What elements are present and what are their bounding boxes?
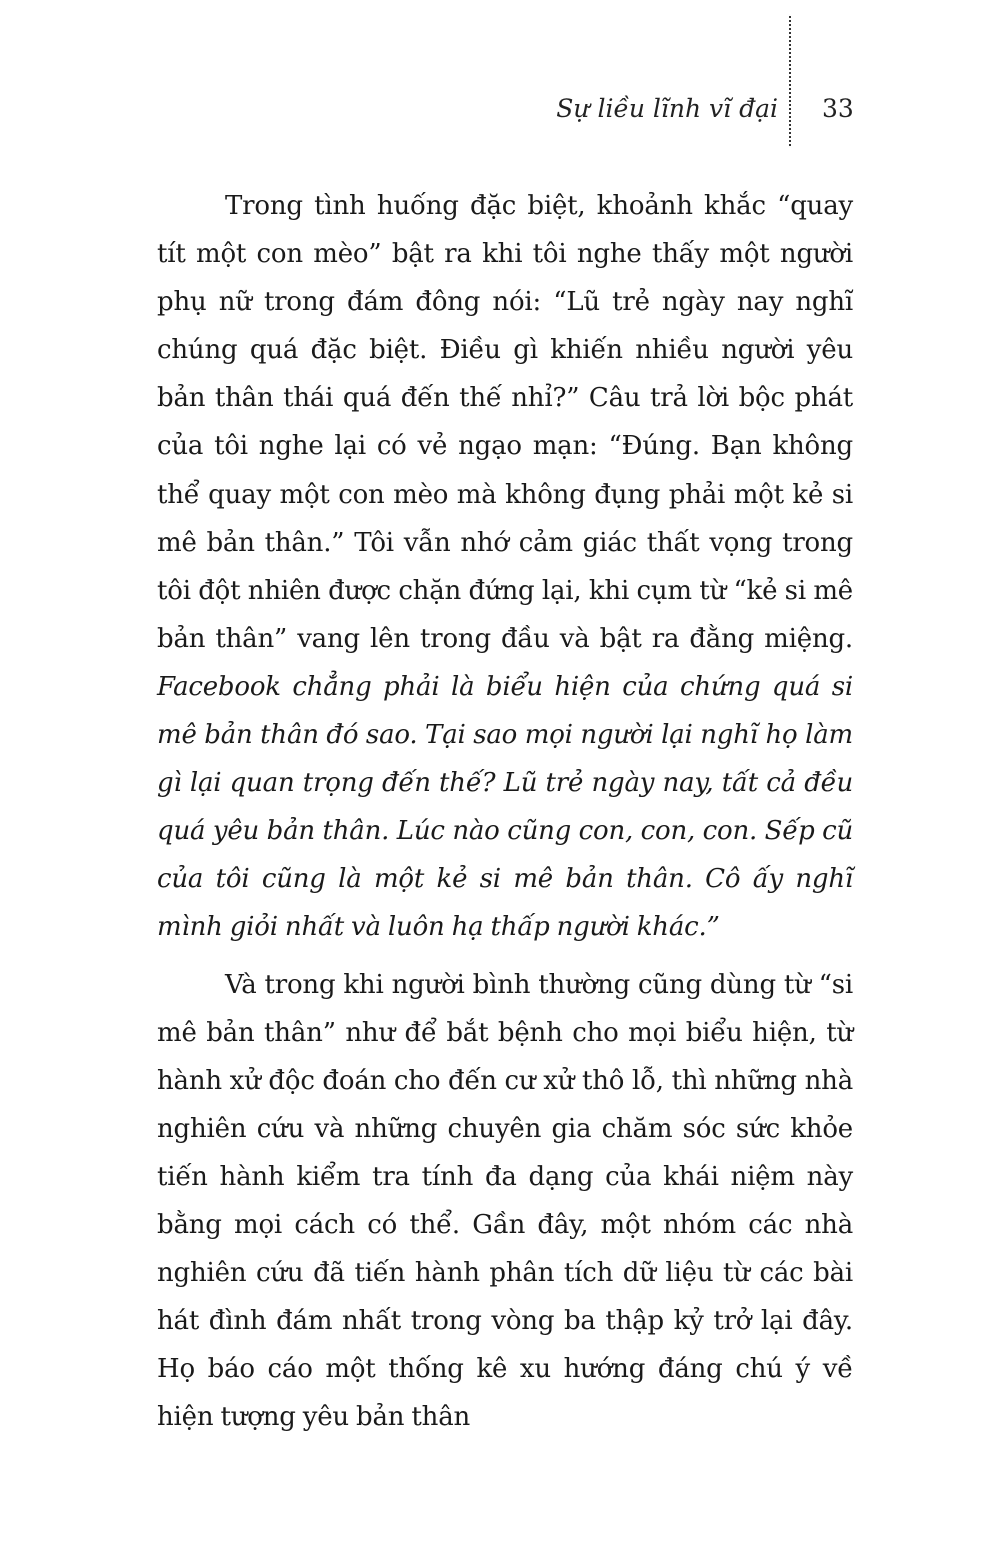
paragraph-2 [157,961,853,1442]
paragraph-1-text: Trong tình huống đặc biệt, khoảnh khắc “quay tít một con mèo” bật ra khi tôi nghe thấy một người phụ nữ trong đám đông nói: “Lũ trẻ ngày nay nghĩ chúng quá đặc biệt. Điều gì khiến nhiều người yêu bản thân thái quá đến thế nhỉ?” Câu trả lời bộc phát của tôi nghe lại có vẻ ngạo mạn: “Đúng. Bạn không thể quay một con mèo mà không đụng phải một kẻ si mê bản thân.” Tôi vẫn nhớ cảm giác thất vọng trong tôi đột nhiên được chặn đứng lại, khi cụm từ “kẻ si mê bản thân” vang lên trong đầu và bật ra đằng miệng. [157,191,853,654]
page-header [0,84,1000,134]
paragraph-2-text: Và trong khi người bình thường cũng dùng từ “si mê bản thân” như để bắt bệnh cho mọi biểu hiện, từ hành xử độc đoán cho đến cư xử thô lỗ, thì những nhà nghiên cứu và những chuyên gia chăm sóc sức khỏe tiến hành kiểm tra tính đa dạng của khái niệm này bằng mọi cách có thể. Gần đây, một nhóm các nhà nghiên cứu đã tiến hành phân tích dữ liệu từ các bài hát đình đám nhất trong vòng ba thập kỷ trở lại đây. Họ báo cáo một thống kê xu hướng đáng chú ý về hiện tượng yêu bản thân [157,969,853,1433]
running-title: Sự liều lĩnh vĩ đại [556,94,778,123]
page-number: 33 [822,94,854,123]
paragraph-1-italic-text: Facebook chẳng phải là biểu hiện của chứng quá si mê bản thân đó sao. Tại sao mọi người lại nghĩ họ làm gì lại quan trọng đến thế? Lũ trẻ ngày nay, tất cả đều quá yêu bản thân. Lúc nào cũng con, con, con. Sếp cũ của tôi cũng là một kẻ si mê bản thân. Cô ấy nghĩ mình giỏi nhất và luôn hạ thấp người khác.” [157,671,853,943]
body-text [157,182,853,1441]
header-divider [789,16,791,146]
paragraph-1 [157,182,853,952]
